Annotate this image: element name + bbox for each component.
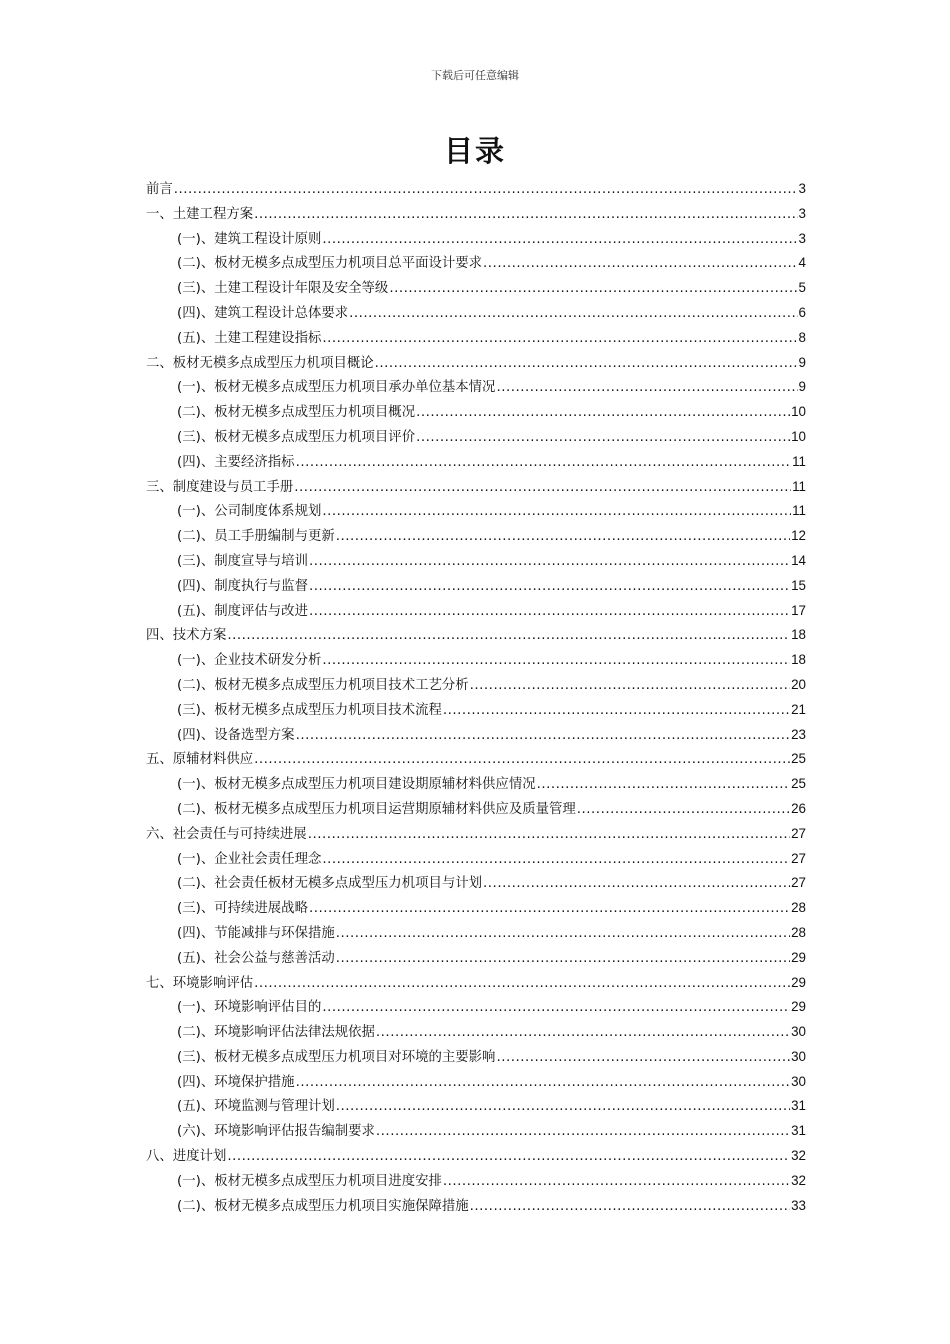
toc-subsection-link[interactable] (146, 995, 806, 1020)
toc-entry-text: (六)、环境影响评估报告编制要求 (177, 1124, 375, 1140)
toc-dot-leader (416, 401, 790, 426)
toc-subsection-link[interactable] (146, 425, 806, 450)
toc-page-number: 20 (791, 676, 806, 692)
toc-dot-leader (443, 699, 790, 724)
toc-dot-leader (174, 178, 798, 203)
toc-section-link[interactable] (146, 747, 806, 772)
toc-page-number: 30 (791, 1073, 806, 1089)
toc-subsection-link[interactable] (146, 1169, 806, 1194)
toc-entry-text: (五)、社会公益与慈善活动 (177, 950, 335, 966)
toc-entry-text: (一)、公司制度体系规划 (177, 504, 322, 520)
toc-entry-text: (三)、土建工程设计年限及安全等级 (177, 281, 389, 297)
toc-page-number: 3 (798, 230, 806, 246)
toc-dot-leader (309, 897, 790, 922)
toc-entry-text: (二)、板材无模多点成型压力机项目实施保障措施 (177, 1198, 469, 1214)
toc-dot-leader (254, 748, 790, 773)
toc-page-number: 32 (791, 1148, 806, 1164)
toc-entry-text: (一)、板材无模多点成型压力机项目建设期原辅材料供应情况 (177, 777, 536, 793)
toc-dot-leader (296, 1071, 791, 1096)
toc-page-number: 8 (798, 329, 806, 345)
toc-page-number: 26 (791, 800, 806, 816)
toc-page-number: 31 (791, 1123, 806, 1139)
toc-subsection-link[interactable] (146, 574, 806, 599)
toc-section-link[interactable] (146, 202, 806, 227)
toc-subsection-link[interactable] (146, 723, 806, 748)
toc-dot-leader (296, 451, 792, 476)
toc-dot-leader (336, 525, 790, 550)
toc-dot-leader (389, 277, 797, 302)
toc-dot-leader (296, 724, 791, 749)
toc-section-link[interactable] (146, 177, 806, 202)
toc-dot-leader (443, 1170, 790, 1195)
toc-entry-text: 四、技术方案 (146, 628, 227, 644)
toc-page-number: 21 (791, 701, 806, 717)
toc-subsection-link[interactable] (146, 1119, 806, 1144)
toc-entry-text: (五)、制度评估与改进 (177, 603, 308, 619)
toc-page-number: 23 (791, 726, 806, 742)
toc-page-number: 6 (798, 304, 806, 320)
toc-page-number: 33 (791, 1197, 806, 1213)
toc-subsection-link[interactable] (146, 648, 806, 673)
toc-dot-leader (537, 773, 790, 798)
toc-entry-text: (四)、节能减排与环保措施 (177, 925, 335, 941)
toc-page-number: 3 (798, 205, 806, 221)
toc-entry-text: (四)、主要经济指标 (177, 454, 295, 470)
toc-entry-text: (四)、环境保护措施 (177, 1074, 295, 1090)
toc-entry-text: 三、制度建设与员工手册 (146, 479, 294, 495)
toc-page-number: 18 (791, 627, 806, 643)
toc-entry-text: 一、土建工程方案 (146, 206, 254, 222)
toc-dot-leader (336, 947, 790, 972)
toc-dot-leader (376, 1120, 790, 1145)
header-note: 下载后可任意编辑 (431, 69, 519, 82)
toc-subsection-link[interactable] (146, 276, 806, 301)
toc-dot-leader (577, 798, 790, 823)
toc-entry-text: 二、板材无模多点成型压力机项目概论 (146, 355, 374, 371)
toc-page-number: 32 (791, 1172, 806, 1188)
toc-subsection-link[interactable] (146, 499, 806, 524)
toc-page-number: 28 (791, 924, 806, 940)
toc-subsection-link[interactable] (146, 847, 806, 872)
toc-page-number: 27 (791, 825, 806, 841)
toc-dot-leader (227, 624, 790, 649)
toc-page-number: 27 (791, 850, 806, 866)
toc-page-number: 15 (791, 577, 806, 593)
toc-subsection-link[interactable] (146, 301, 806, 326)
toc-subsection-link[interactable] (146, 450, 806, 475)
toc-page-number: 25 (791, 751, 806, 767)
toc-entry-text: (二)、板材无模多点成型压力机项目运营期原辅材料供应及质量管理 (177, 801, 576, 817)
toc-subsection-link[interactable] (146, 1194, 806, 1219)
toc-dot-leader (336, 1095, 790, 1120)
toc-subsection-link[interactable] (146, 896, 806, 921)
toc-entry-text: (二)、社会责任板材无模多点成型压力机项目与计划 (177, 876, 483, 892)
toc-subsection-link[interactable] (146, 1020, 806, 1045)
toc-subsection-link[interactable] (146, 1045, 806, 1070)
toc-dot-leader (322, 500, 791, 525)
toc-entry-text: (二)、员工手册编制与更新 (177, 529, 335, 545)
toc-entry-text: (三)、制度宣导与培训 (177, 553, 308, 569)
toc-dot-leader (294, 476, 791, 501)
toc-subsection-link[interactable] (146, 599, 806, 624)
toc-entry-text: (三)、可持续进展战略 (177, 901, 308, 917)
toc-section-link[interactable] (146, 623, 806, 648)
toc-dot-leader (322, 848, 790, 873)
toc-dot-leader (309, 575, 790, 600)
toc-page-number: 29 (791, 999, 806, 1015)
toc-section-link[interactable] (146, 822, 806, 847)
toc-page-number: 3 (798, 181, 806, 196)
toc-page-number: 17 (791, 602, 806, 618)
toc-subsection-link[interactable] (146, 946, 806, 971)
toc-dot-leader (227, 1145, 790, 1170)
toc-page-number: 9 (798, 354, 806, 370)
toc-subsection-link[interactable] (146, 326, 806, 351)
table-of-contents (146, 177, 806, 1218)
toc-dot-leader (375, 352, 798, 377)
toc-page-number: 27 (791, 875, 806, 891)
toc-entry-text: (三)、板材无模多点成型压力机项目对环境的主要影响 (177, 1049, 496, 1065)
toc-entry-text: 八、进度计划 (146, 1149, 227, 1165)
toc-section-link[interactable] (146, 1144, 806, 1169)
toc-subsection-link[interactable] (146, 673, 806, 698)
toc-page-number: 18 (791, 652, 806, 668)
toc-section-link[interactable] (146, 971, 806, 996)
toc-entry-text: (三)、板材无模多点成型压力机项目技术流程 (177, 702, 442, 718)
toc-page-number: 12 (791, 528, 806, 544)
toc-subsection-link[interactable] (146, 375, 806, 400)
toc-dot-leader (470, 674, 790, 699)
toc-subsection-link[interactable] (146, 772, 806, 797)
toc-page-number: 4 (798, 255, 806, 271)
toc-dot-leader (336, 922, 790, 947)
toc-subsection-link[interactable] (146, 871, 806, 896)
toc-entry-text: (一)、板材无模多点成型压力机项目承办单位基本情况 (177, 380, 496, 396)
toc-entry-text: (二)、环境影响评估法律法规依据 (177, 1025, 375, 1041)
toc-entry-text: (四)、制度执行与监督 (177, 578, 308, 594)
toc-page-number: 28 (791, 900, 806, 916)
toc-dot-leader (416, 426, 790, 451)
toc-dot-leader (496, 1046, 790, 1071)
toc-entry-text: (四)、设备选型方案 (177, 727, 295, 743)
toc-entry-text: (一)、建筑工程设计原则 (177, 231, 322, 247)
toc-dot-leader (254, 203, 797, 228)
toc-dot-leader (470, 1195, 790, 1220)
toc-subsection-link[interactable] (146, 1070, 806, 1095)
toc-subsection-link[interactable] (146, 400, 806, 425)
toc-page-number: 14 (791, 552, 806, 568)
toc-page-number: 29 (791, 974, 806, 990)
toc-dot-leader (483, 872, 790, 897)
toc-dot-leader (322, 228, 797, 253)
toc-subsection-link[interactable] (146, 797, 806, 822)
toc-dot-leader (322, 327, 797, 352)
toc-entry-text: (四)、建筑工程设计总体要求 (177, 305, 349, 321)
toc-entry-text: (一)、环境影响评估目的 (177, 1000, 322, 1016)
toc-dot-leader (308, 823, 790, 848)
toc-dot-leader (496, 376, 797, 401)
toc-entry-text: 五、原辅材料供应 (146, 752, 254, 768)
toc-section-link[interactable] (146, 475, 806, 500)
toc-page-number: 5 (798, 280, 806, 296)
toc-entry-text: (二)、板材无模多点成型压力机项目技术工艺分析 (177, 677, 469, 693)
toc-entry-text: (二)、板材无模多点成型压力机项目总平面设计要求 (177, 256, 483, 272)
toc-entry-text: (五)、土建工程建设指标 (177, 330, 322, 346)
toc-subsection-link[interactable] (146, 524, 806, 549)
toc-title: 目录 (443, 134, 506, 168)
toc-entry-text: (一)、企业技术研发分析 (177, 653, 322, 669)
toc-dot-leader (309, 600, 790, 625)
toc-page-number: 10 (791, 428, 806, 444)
toc-dot-leader (322, 996, 790, 1021)
toc-entry-text: (二)、板材无模多点成型压力机项目概况 (177, 405, 416, 421)
toc-page-number: 11 (792, 478, 806, 494)
toc-subsection-link[interactable] (146, 1094, 806, 1119)
toc-entry-text: (五)、环境监测与管理计划 (177, 1099, 335, 1115)
toc-page-number: 11 (792, 503, 806, 519)
toc-page-number: 30 (791, 1024, 806, 1040)
toc-page-number: 25 (791, 776, 806, 792)
toc-subsection-link[interactable] (146, 251, 806, 276)
toc-subsection-link[interactable] (146, 921, 806, 946)
toc-dot-leader (254, 972, 790, 997)
toc-entry-text: 前言 (146, 182, 173, 197)
toc-dot-leader (483, 252, 798, 277)
toc-dot-leader (349, 302, 797, 327)
toc-subsection-link[interactable] (146, 698, 806, 723)
toc-dot-leader (309, 550, 790, 575)
toc-page-number: 29 (791, 949, 806, 965)
toc-page-number: 11 (792, 453, 806, 469)
toc-page-number: 10 (791, 404, 806, 420)
toc-subsection-link[interactable] (146, 227, 806, 252)
toc-section-link[interactable] (146, 351, 806, 376)
toc-dot-leader (322, 649, 790, 674)
toc-page-number: 30 (791, 1048, 806, 1064)
toc-page-number: 9 (798, 379, 806, 395)
toc-subsection-link[interactable] (146, 549, 806, 574)
toc-entry-text: 六、社会责任与可持续进展 (146, 826, 307, 842)
toc-page-number: 31 (791, 1098, 806, 1114)
toc-entry-text: (三)、板材无模多点成型压力机项目评价 (177, 429, 416, 445)
toc-entry-text: 七、环境影响评估 (146, 975, 254, 991)
toc-entry-text: (一)、企业社会责任理念 (177, 851, 322, 867)
toc-dot-leader (376, 1021, 790, 1046)
toc-entry-text: (一)、板材无模多点成型压力机项目进度安排 (177, 1173, 442, 1189)
